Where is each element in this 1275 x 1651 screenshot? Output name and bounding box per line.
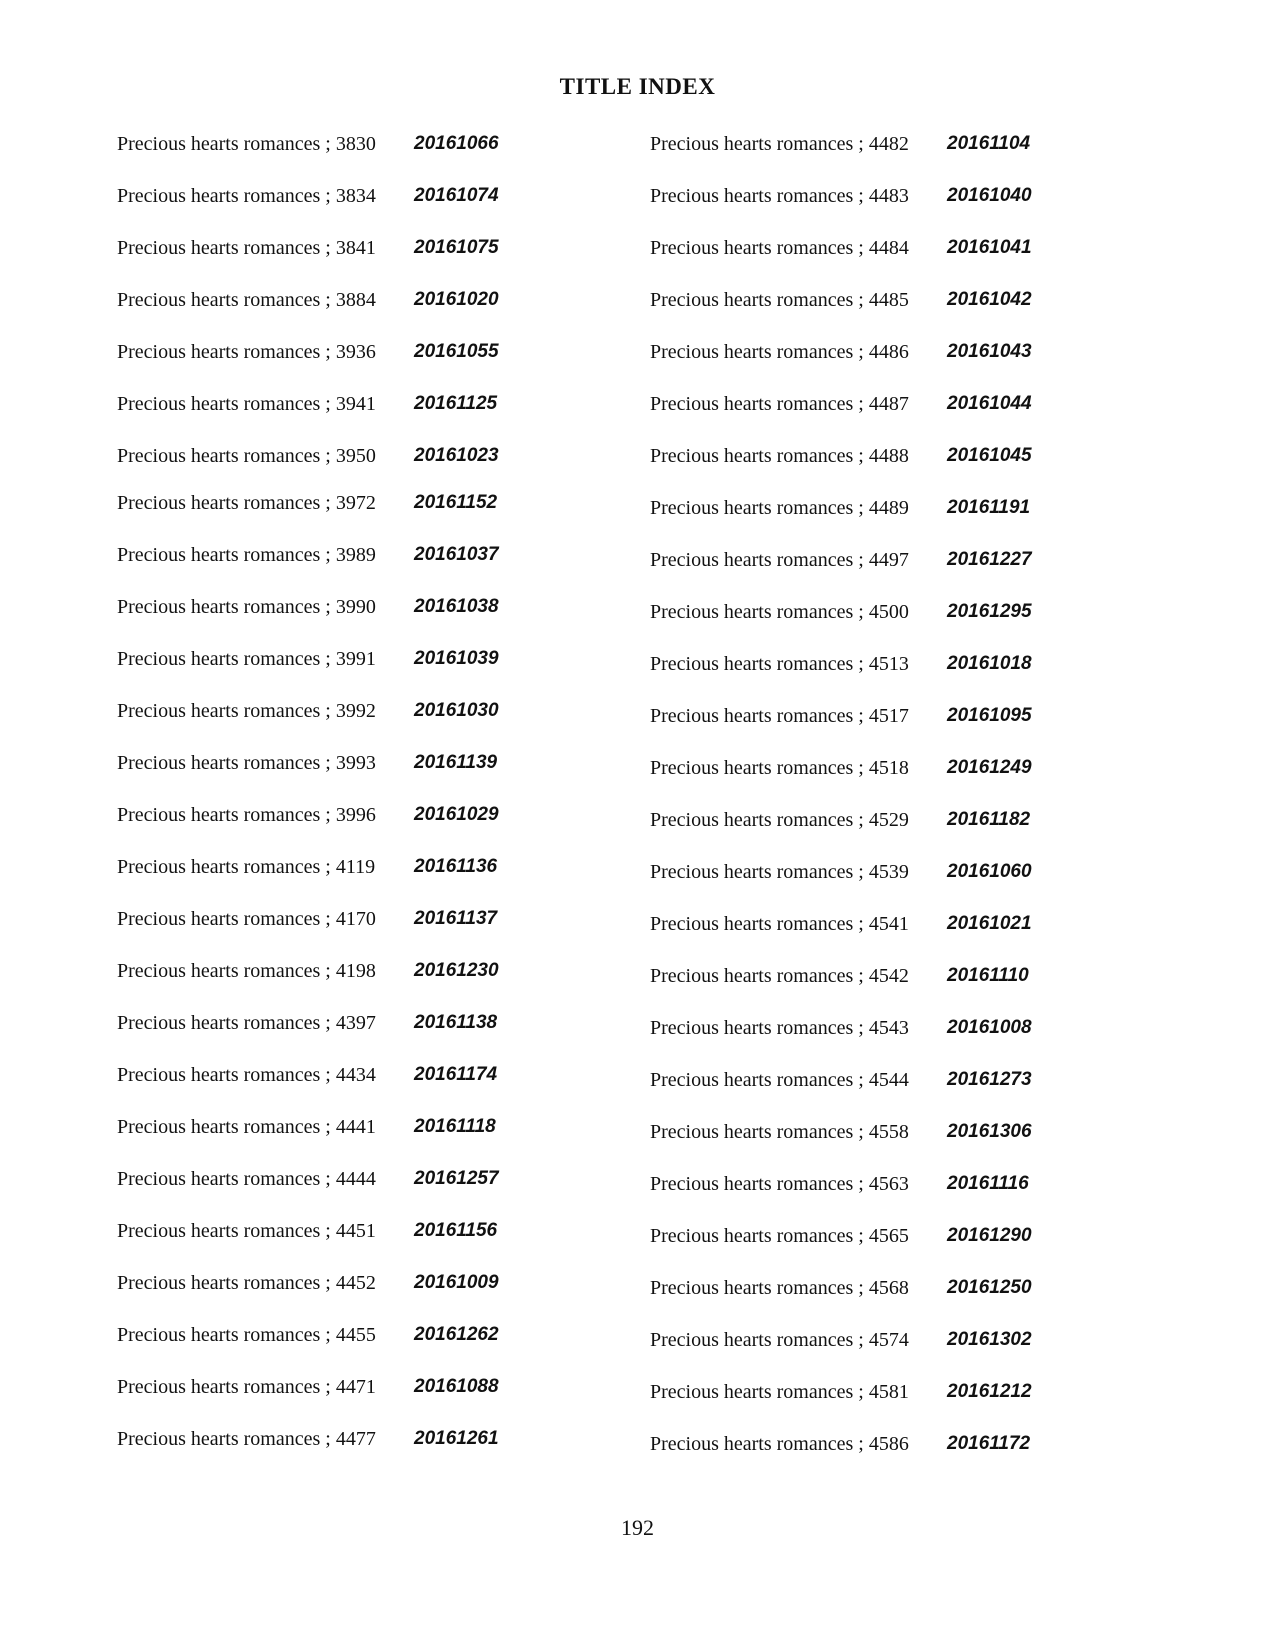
entry-record-number: 20161290 [947, 1225, 1032, 1246]
entry-title: Precious hearts romances ; 3993 [117, 752, 376, 774]
entry-title: Precious hearts romances ; 4487 [650, 393, 909, 415]
entry-record-number: 20161306 [947, 1121, 1032, 1142]
entry-title: Precious hearts romances ; 4543 [650, 1017, 909, 1039]
index-entry [117, 489, 537, 517]
entry-record-number: 20161045 [947, 445, 1032, 466]
index-entry [650, 598, 1070, 626]
index-entry [650, 754, 1070, 782]
index-entry [650, 546, 1070, 574]
entry-record-number: 20161074 [414, 185, 499, 206]
entry-title: Precious hearts romances ; 4484 [650, 237, 909, 259]
index-entry [117, 1269, 537, 1297]
entry-title: Precious hearts romances ; 3936 [117, 341, 376, 363]
entry-title: Precious hearts romances ; 3841 [117, 237, 376, 259]
entry-title: Precious hearts romances ; 4581 [650, 1381, 909, 1403]
entry-record-number: 20161104 [947, 133, 1031, 154]
index-entry [650, 1170, 1070, 1198]
entry-record-number: 20161116 [947, 1173, 1029, 1194]
index-entry [650, 1222, 1070, 1250]
entry-title: Precious hearts romances ; 3991 [117, 648, 376, 670]
index-entry [117, 390, 537, 418]
entry-record-number: 20161043 [947, 341, 1032, 362]
entry-record-number: 20161039 [414, 648, 499, 669]
entry-record-number: 20161152 [414, 492, 498, 513]
entry-record-number: 20161172 [947, 1433, 1031, 1454]
entry-title: Precious hearts romances ; 4397 [117, 1012, 376, 1034]
index-entry [650, 1066, 1070, 1094]
entry-record-number: 20161110 [947, 965, 1029, 986]
index-entry [117, 853, 537, 881]
index-entry [117, 1061, 537, 1089]
entry-record-number: 20161008 [947, 1017, 1032, 1038]
entry-title: Precious hearts romances ; 4542 [650, 965, 909, 987]
entry-record-number: 20161044 [947, 393, 1032, 414]
entry-title: Precious hearts romances ; 3996 [117, 804, 376, 826]
page-title: TITLE INDEX [559, 74, 716, 99]
entry-title: Precious hearts romances ; 4517 [650, 705, 909, 727]
index-entry [650, 1274, 1070, 1302]
entry-title: Precious hearts romances ; 4488 [650, 445, 909, 467]
entry-title: Precious hearts romances ; 4518 [650, 757, 909, 779]
entry-title: Precious hearts romances ; 3884 [117, 289, 376, 311]
index-entry [650, 182, 1070, 210]
index-entry [650, 1430, 1070, 1458]
entry-title: Precious hearts romances ; 4485 [650, 289, 909, 311]
entry-title: Precious hearts romances ; 3834 [117, 185, 376, 207]
entry-title: Precious hearts romances ; 4170 [117, 908, 376, 930]
index-entry [117, 234, 537, 262]
entry-record-number: 20161262 [414, 1324, 499, 1345]
entry-record-number: 20161037 [414, 544, 499, 565]
entry-record-number: 20161273 [947, 1069, 1032, 1090]
index-entry [650, 234, 1070, 262]
entry-record-number: 20161075 [414, 237, 499, 258]
entry-title: Precious hearts romances ; 4483 [650, 185, 909, 207]
entry-title: Precious hearts romances ; 4541 [650, 913, 909, 935]
index-entry [650, 910, 1070, 938]
entry-title: Precious hearts romances ; 4441 [117, 1116, 376, 1138]
entry-record-number: 20161227 [947, 549, 1032, 570]
entry-title: Precious hearts romances ; 4558 [650, 1121, 909, 1143]
entry-record-number: 20161302 [947, 1329, 1032, 1350]
index-entry [117, 1113, 537, 1141]
index-entry [650, 338, 1070, 366]
index-entry [650, 130, 1070, 158]
index-entry [650, 962, 1070, 990]
index-entry [650, 286, 1070, 314]
entry-record-number: 20161249 [947, 757, 1032, 778]
entry-record-number: 20161138 [414, 1012, 498, 1033]
index-entry [117, 286, 537, 314]
entry-record-number: 20161230 [414, 960, 499, 981]
entry-record-number: 20161066 [414, 133, 499, 154]
entry-record-number: 20161018 [947, 653, 1032, 674]
index-entry [117, 645, 537, 673]
index-entry [650, 494, 1070, 522]
entry-title: Precious hearts romances ; 4444 [117, 1168, 376, 1190]
index-entry [650, 1118, 1070, 1146]
entry-title: Precious hearts romances ; 4452 [117, 1272, 376, 1294]
entry-record-number: 20161042 [947, 289, 1032, 310]
entry-record-number: 20161250 [947, 1277, 1032, 1298]
entry-title: Precious hearts romances ; 4489 [650, 497, 909, 519]
entry-title: Precious hearts romances ; 4482 [650, 133, 909, 155]
entry-record-number: 20161137 [414, 908, 498, 929]
entry-title: Precious hearts romances ; 4451 [117, 1220, 376, 1242]
entry-title: Precious hearts romances ; 3972 [117, 492, 376, 514]
index-entry [117, 1425, 537, 1453]
entry-record-number: 20161041 [947, 237, 1032, 258]
entry-record-number: 20161009 [414, 1272, 499, 1293]
entry-title: Precious hearts romances ; 3941 [117, 393, 376, 415]
entry-record-number: 20161020 [414, 289, 499, 310]
index-entry [117, 957, 537, 985]
entry-title: Precious hearts romances ; 4586 [650, 1433, 909, 1455]
entry-title: Precious hearts romances ; 4565 [650, 1225, 909, 1247]
entry-record-number: 20161156 [414, 1220, 498, 1241]
index-entry [117, 593, 537, 621]
index-entry [117, 182, 537, 210]
entry-record-number: 20161174 [414, 1064, 498, 1085]
entry-record-number: 20161261 [414, 1428, 499, 1449]
index-entry [650, 650, 1070, 678]
index-entry [117, 1009, 537, 1037]
index-entry [117, 749, 537, 777]
index-entry [117, 541, 537, 569]
entry-title: Precious hearts romances ; 4539 [650, 861, 909, 883]
entry-title: Precious hearts romances ; 4513 [650, 653, 909, 675]
entry-title: Precious hearts romances ; 3989 [117, 544, 376, 566]
entry-title: Precious hearts romances ; 4544 [650, 1069, 909, 1091]
page-number: 192 [621, 1515, 654, 1540]
entry-title: Precious hearts romances ; 4434 [117, 1064, 376, 1086]
entry-title: Precious hearts romances ; 4119 [117, 856, 376, 878]
entry-title: Precious hearts romances ; 4568 [650, 1277, 909, 1299]
entry-record-number: 20161030 [414, 700, 499, 721]
entry-title: Precious hearts romances ; 4486 [650, 341, 909, 363]
entry-record-number: 20161088 [414, 1376, 499, 1397]
entry-title: Precious hearts romances ; 4477 [117, 1428, 376, 1450]
entry-title: Precious hearts romances ; 4471 [117, 1376, 376, 1398]
entry-record-number: 20161055 [414, 341, 499, 362]
index-entry [117, 1165, 537, 1193]
entry-record-number: 20161257 [414, 1168, 499, 1189]
entry-title: Precious hearts romances ; 4455 [117, 1324, 376, 1346]
index-entry [650, 806, 1070, 834]
entry-title: Precious hearts romances ; 3992 [117, 700, 376, 722]
entry-record-number: 20161139 [414, 752, 498, 773]
index-entry [117, 697, 537, 725]
entry-record-number: 20161182 [947, 809, 1031, 830]
index-entry [650, 702, 1070, 730]
entry-title: Precious hearts romances ; 4574 [650, 1329, 909, 1351]
index-entry [650, 1326, 1070, 1354]
entry-record-number: 20161060 [947, 861, 1032, 882]
index-entry [117, 905, 537, 933]
entry-title: Precious hearts romances ; 4497 [650, 549, 909, 571]
index-entry [650, 1014, 1070, 1042]
entry-record-number: 20161095 [947, 705, 1032, 726]
index-entry [117, 442, 537, 470]
entry-record-number: 20161038 [414, 596, 499, 617]
entry-title: Precious hearts romances ; 3830 [117, 133, 376, 155]
index-entry [117, 1373, 537, 1401]
entry-record-number: 20161118 [414, 1116, 496, 1137]
index-entry [650, 390, 1070, 418]
index-entry [650, 1378, 1070, 1406]
entry-title: Precious hearts romances ; 3990 [117, 596, 376, 618]
index-entry [117, 130, 537, 158]
index-entry [650, 442, 1070, 470]
entry-title: Precious hearts romances ; 3950 [117, 445, 376, 467]
entry-record-number: 20161191 [947, 497, 1031, 518]
entry-title: Precious hearts romances ; 4500 [650, 601, 909, 623]
index-entry [117, 1321, 537, 1349]
entry-title: Precious hearts romances ; 4563 [650, 1173, 909, 1195]
entry-record-number: 20161125 [414, 393, 498, 414]
entry-record-number: 20161136 [414, 856, 498, 877]
index-entry [117, 1217, 537, 1245]
entry-record-number: 20161023 [414, 445, 499, 466]
index-entry [117, 338, 537, 366]
entry-title: Precious hearts romances ; 4529 [650, 809, 909, 831]
index-entry [117, 801, 537, 829]
entry-record-number: 20161021 [947, 913, 1032, 934]
entry-title: Precious hearts romances ; 4198 [117, 960, 376, 982]
entry-record-number: 20161212 [947, 1381, 1032, 1402]
entry-record-number: 20161040 [947, 185, 1032, 206]
index-entry [650, 858, 1070, 886]
entry-record-number: 20161029 [414, 804, 499, 825]
entry-record-number: 20161295 [947, 601, 1032, 622]
